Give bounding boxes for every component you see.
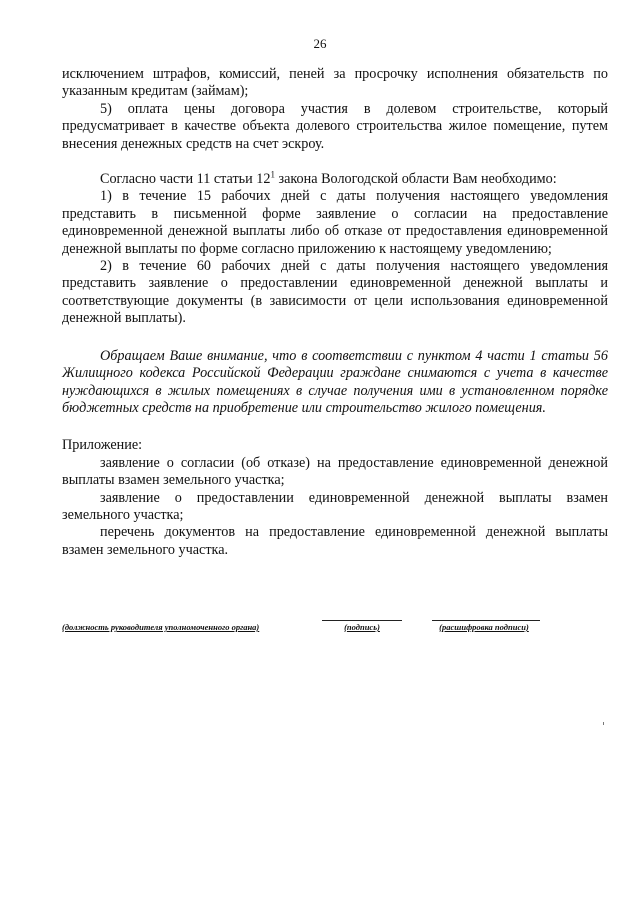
- page-number: 26: [313, 36, 327, 51]
- paragraph-notice: Обращаем Ваше внимание, что в соответствии с пунктом 4 части 1 статьи 56 Жилищного кодекса Российской Федерации граждане снимаются с учета в качестве нуждающихся в жилых помещениях в случае получения ими в установленном порядке бюджетных средств на приобретение или строительство жилого помещения.: [62, 347, 608, 416]
- official-position-caption: (должность руководителя уполномоченного органа): [62, 622, 260, 632]
- paragraph-item-1-consent: 1) в течение 15 рабочих дней с даты получения настоящего уведомления представить в письменной форме заявление о согласии на предоставление единовременной денежной выплаты либо об отказе от предоставления единовременной денежной выплаты по форме согласно приложению к настоящему уведомлению;: [62, 188, 608, 257]
- signature-rule: [322, 620, 402, 621]
- signature-caption: (подпись): [344, 622, 380, 632]
- attachment-item-2: заявление о предоставлении единовременной денежной выплаты взамен земельного участка;: [62, 489, 608, 523]
- scan-speck: [603, 722, 604, 725]
- law-reference-superscript: 1: [270, 169, 275, 180]
- paragraph-item-5-escrow: 5) оплата цены договора участия в долевом строительстве, который предусматривает в качестве объекта долевого строительства жилое помещение, путем внесения денежных средств на счет эскроу.: [62, 100, 608, 152]
- law-reference-text-end: закона Вологодской области Вам необходимо:: [274, 171, 557, 188]
- paragraph-item-2-application: 2) в течение 60 рабочих дней с даты получения настоящего уведомления представить заявление о предоставлении единовременной денежной выплаты и соответствующие документы (в зависимости от цели использования единовременной денежной выплаты).: [62, 258, 608, 327]
- attachment-item-1: заявление о согласии (об отказе) на предоставление единовременной денежной выплаты взамен земельного участка;: [62, 454, 608, 489]
- attachments-heading: Приложение:: [62, 437, 143, 454]
- attachment-item-3: перечень документов на предоставление единовременной денежной выплаты взамен земельного участка.: [62, 524, 608, 558]
- document-body: [62, 66, 608, 559]
- signature-decode-caption: (расшифровка подписи): [439, 622, 529, 632]
- paragraph-credit-penalties: исключением штрафов, комиссий, пеней за просрочку исполнения обязательств по указанным кредитам (займам);: [62, 66, 608, 100]
- decode-rule: [432, 620, 540, 621]
- paragraph-law-reference: [62, 171, 608, 188]
- law-reference-text: Согласно части 11 статьи 12: [100, 171, 271, 188]
